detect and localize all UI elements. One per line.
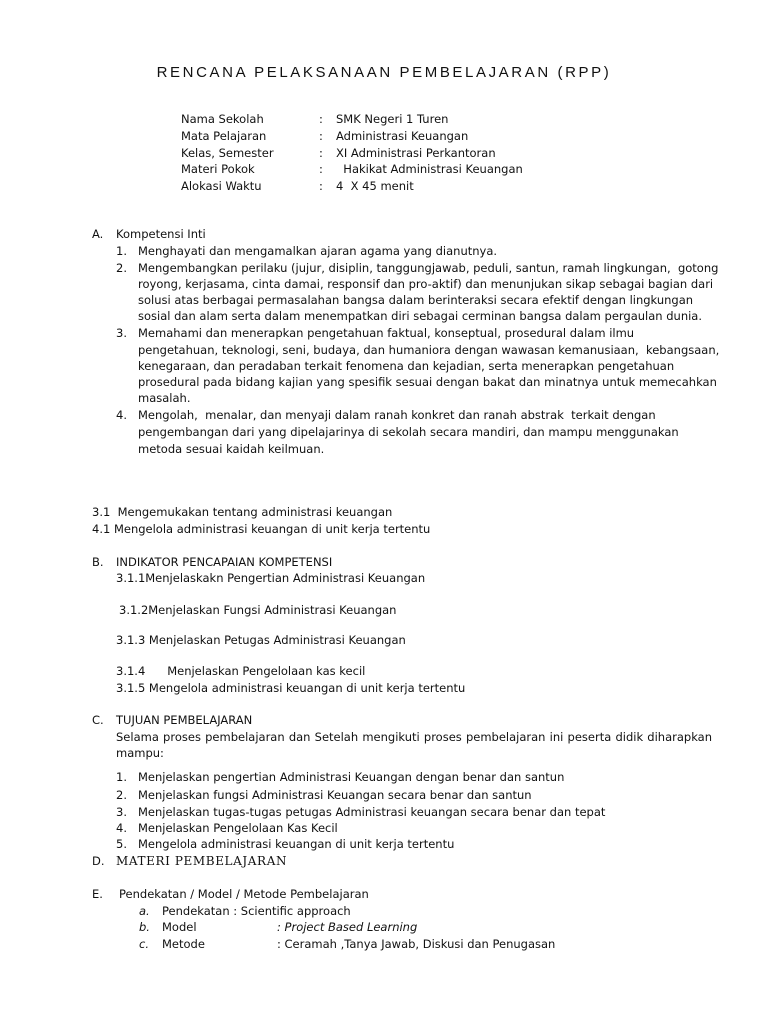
list-item-line: Mengembangkan perilaku (jujur, disiplin, tanggungjawab, peduli, santun, ramah lingkungan, gotong bbox=[138, 261, 719, 275]
list-item: Pendekatan : Scientific approach bbox=[162, 904, 351, 918]
list-item-line: royong, kerjasama, cinta damai, responsif dan pro-aktif) dan menunjukan sikap sebagai bagian dari bbox=[138, 277, 714, 291]
list-item-value: : Project Based Learning bbox=[277, 920, 418, 934]
info-label: Kelas, Semester bbox=[181, 146, 274, 160]
list-item: Menjelaskan fungsi Administrasi Keuangan secara benar dan santun bbox=[138, 788, 532, 802]
list-item: Menjelaskan Pengelolaan Kas Kecil bbox=[138, 821, 338, 835]
list-item: Mengelola administrasi keuangan di unit kerja tertentu bbox=[138, 837, 455, 851]
list-item-label: Metode bbox=[162, 937, 205, 951]
info-colon: : bbox=[319, 179, 323, 193]
indikator-item: 3.1.2Menjelaskan Fungsi Administrasi Keuangan bbox=[119, 603, 397, 617]
list-item: Menjelaskan pengertian Administrasi Keuangan dengan benar dan santun bbox=[138, 770, 565, 784]
list-number: 4. bbox=[116, 821, 127, 835]
info-label: Mata Pelajaran bbox=[181, 129, 267, 143]
list-item-label: Model bbox=[162, 920, 197, 934]
kd-item: 4.1 Mengelola administrasi keuangan di unit kerja tertentu bbox=[92, 522, 431, 536]
section-letter: D. bbox=[92, 854, 105, 868]
list-item: Menjelaskan tugas-tugas petugas Administrasi keuangan secara benar dan tepat bbox=[138, 805, 606, 819]
info-colon: : bbox=[319, 112, 323, 126]
list-number: 2. bbox=[116, 261, 127, 275]
section-heading: MATERI PEMBELAJARAN bbox=[116, 854, 288, 868]
indikator-item: 3.1.4 Menjelaskan Pengelolaan kas kecil bbox=[116, 664, 366, 678]
section-heading: Pendekatan / Model / Metode Pembelajaran bbox=[119, 887, 369, 901]
list-item-line: Mengolah, menalar, dan menyaji dalam ranah konkret dan ranah abstrak terkait dengan bbox=[138, 408, 656, 422]
kd-item: 3.1 Mengemukakan tentang administrasi keuangan bbox=[92, 505, 393, 519]
list-number: 1. bbox=[116, 770, 127, 784]
info-label: Alokasi Waktu bbox=[181, 179, 262, 193]
list-number: 3. bbox=[116, 805, 127, 819]
list-number: 4. bbox=[116, 408, 127, 422]
page-title: RENCANA PELAKSANAAN PEMBELAJARAN (RPP) bbox=[156, 64, 612, 81]
section-heading: TUJUAN PEMBELAJARAN bbox=[116, 713, 253, 727]
section-heading: INDIKATOR PENCAPAIAN KOMPETENSI bbox=[116, 555, 333, 569]
list-number: 1. bbox=[116, 244, 127, 258]
list-letter: c. bbox=[139, 937, 149, 951]
section-letter: E. bbox=[92, 887, 103, 901]
info-label: Nama Sekolah bbox=[181, 112, 264, 126]
info-value: SMK Negeri 1 Turen bbox=[336, 112, 449, 126]
section-letter: B. bbox=[92, 555, 104, 569]
list-number: 5. bbox=[116, 837, 127, 851]
list-number: 2. bbox=[116, 788, 127, 802]
list-item-value: : Ceramah ,Tanya Jawab, Diskusi dan Penugasan bbox=[277, 937, 556, 951]
info-value: XI Administrasi Perkantoran bbox=[336, 146, 496, 160]
indikator-item: 3.1.3 Menjelaskan Petugas Administrasi Keuangan bbox=[116, 633, 406, 647]
info-label: Materi Pokok bbox=[181, 162, 255, 176]
info-value: Administrasi Keuangan bbox=[336, 129, 469, 143]
list-item-line: sosial dan alam serta dalam menempatkan diri sebagai cerminan bangsa dalam pergaulan dunia. bbox=[138, 309, 703, 323]
list-item: Menghayati dan mengamalkan ajaran agama yang dianutnya. bbox=[138, 244, 498, 258]
list-item-line: Memahami dan menerapkan pengetahuan faktual, konseptual, prosedural dalam ilmu bbox=[138, 326, 635, 340]
list-item-line: prosedural pada bidang kajian yang spesifik sesuai dengan bakat dan minatnya untuk memecahkan bbox=[138, 375, 717, 389]
list-letter: a. bbox=[139, 904, 150, 918]
list-item-line: masalah. bbox=[138, 391, 191, 405]
info-value: Hakikat Administrasi Keuangan bbox=[336, 162, 523, 176]
intro-line: mampu: bbox=[116, 746, 164, 760]
info-colon: : bbox=[319, 129, 323, 143]
list-item-line: kenegaraan, dan peradaban terkait fenomena dan kejadian, serta menerapkan pengetahuan bbox=[138, 359, 675, 373]
list-item-line: solusi atas berbagai permasalahan bangsa dalam berinteraksi secara efektif dengan lingkungan bbox=[138, 293, 694, 307]
info-colon: : bbox=[319, 146, 323, 160]
indikator-item: 3.1.5 Mengelola administrasi keuangan di unit kerja tertentu bbox=[116, 681, 466, 695]
section-letter: A. bbox=[92, 227, 104, 241]
list-number: 3. bbox=[116, 326, 127, 340]
section-heading: Kompetensi Inti bbox=[116, 227, 206, 241]
intro-line: Selama proses pembelajaran dan Setelah mengikuti proses pembelajaran ini peserta didik diharapkan bbox=[116, 730, 712, 744]
info-value: 4 X 45 menit bbox=[336, 179, 414, 193]
list-letter: b. bbox=[139, 920, 150, 934]
section-letter: C. bbox=[92, 713, 104, 727]
list-item-line: metoda sesuai kaidah keilmuan. bbox=[138, 442, 325, 456]
indikator-item: 3.1.1Menjelaskakn Pengertian Administrasi Keuangan bbox=[116, 571, 426, 585]
info-colon: : bbox=[319, 162, 323, 176]
list-item-line: pengembangan dari yang dipelajarinya di sekolah secara mandiri, dan mampu menggunakan bbox=[138, 425, 679, 439]
list-item-line: pengetahuan, teknologi, seni, budaya, dan humaniora dengan wawasan kemanusiaan, kebangsaan, bbox=[138, 343, 720, 357]
